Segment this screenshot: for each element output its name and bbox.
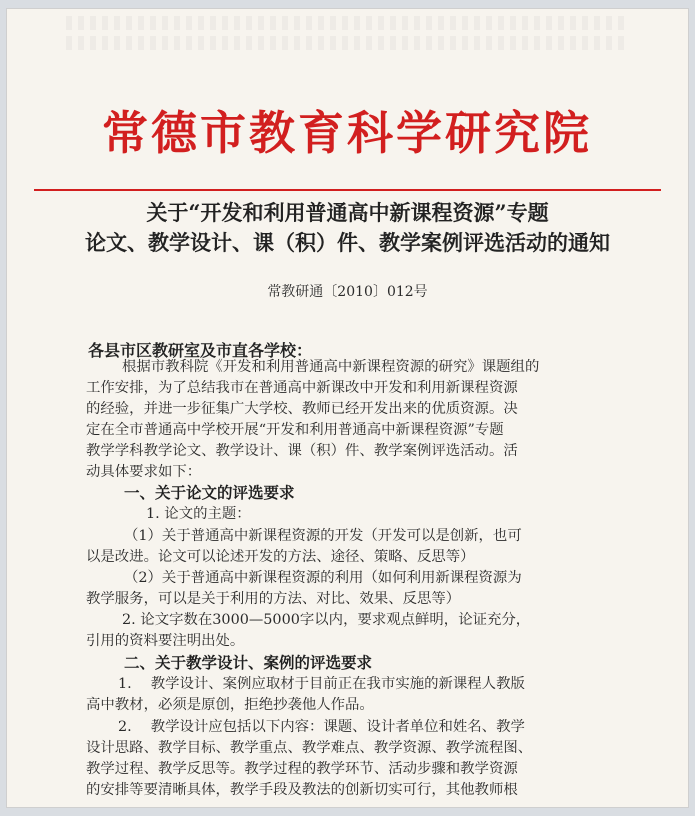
section-1-item-1-b: （2）关于普通高中新课程资源的利用（如何利用新课程资源为	[124, 570, 522, 586]
section-2-item-2: 设计思路、教学目标、教学重点、教学难点、教学资源、教学流程图、	[86, 740, 533, 756]
section-2-item-2: 2. 教学设计应包括以下内容：课题、设计者单位和姓名、教学	[118, 719, 525, 735]
addressee: 各县市区教研室及市直各学校：	[88, 341, 313, 360]
intro-line: 定在全市普通高中学校开展“开发和利用普通高中新课程资源”专题	[86, 422, 504, 438]
section-2-title: 二、关于教学设计、案例的评选要求	[124, 653, 373, 672]
section-2-item-1: 高中教材，必须是原创，拒绝抄袭他人作品。	[86, 697, 374, 713]
show-through-text-top-2	[66, 36, 629, 50]
document-number: 常教研通〔2010〕012号	[267, 284, 428, 300]
notice-title-line-2: 论文、教学设计、课（积）件、教学案例评选活动的通知	[85, 230, 610, 255]
section-2-item-2: 教学过程、教学反思等。教学过程的教学环节、活动步骤和教学资源	[86, 761, 518, 777]
intro-line: 工作安排，为了总结我市在普通高中新课改中开发和利用新课程资源	[86, 380, 518, 396]
scanned-notice-page	[6, 8, 689, 808]
section-1-item-2: 引用的资料要注明出处。	[86, 633, 245, 649]
notice-title-line-1: 关于“开发和利用普通高中新课程资源”专题	[146, 200, 549, 225]
letterhead-red-rule	[34, 189, 661, 191]
section-2-item-1: 1. 教学设计、案例应取材于目前正在我市实施的新课程人教版	[118, 676, 525, 692]
section-1-item-1-a: 以是改进。论文可以论述开发的方法、途径、策略、反思等）	[86, 549, 475, 565]
letterhead-agency-name: 常德市教育科学研究院	[102, 106, 592, 160]
show-through-text-top	[66, 16, 629, 30]
intro-line: 动具体要求如下：	[86, 464, 202, 480]
intro-line: 教学学科教学论文、教学设计、课（积）件、教学案例评选活动。活	[86, 443, 518, 459]
intro-line: 的经验，并进一步征集广大学校、教师已经开发出来的优质资源。决	[86, 401, 518, 417]
intro-line: 根据市教科院《开发和利用普通高中新课程资源的研究》课题组的	[122, 359, 540, 375]
section-1-item-1-label: 1. 论文的主题：	[146, 506, 251, 522]
section-1-item-2: 2. 论文字数在3000—5000字以内，要求观点鲜明，论证充分，	[122, 612, 531, 628]
section-1-item-1-a: （1）关于普通高中新课程资源的开发（开发可以是创新，也可	[124, 528, 522, 544]
section-1-title: 一、关于论文的评选要求	[124, 483, 295, 502]
section-2-item-2: 的安排等要清晰具体，教学手段及教法的创新切实可行，其他教师根	[86, 782, 518, 798]
section-1-item-1-b: 教学服务，可以是关于利用的方法、对比、效果、反思等）	[86, 591, 461, 607]
